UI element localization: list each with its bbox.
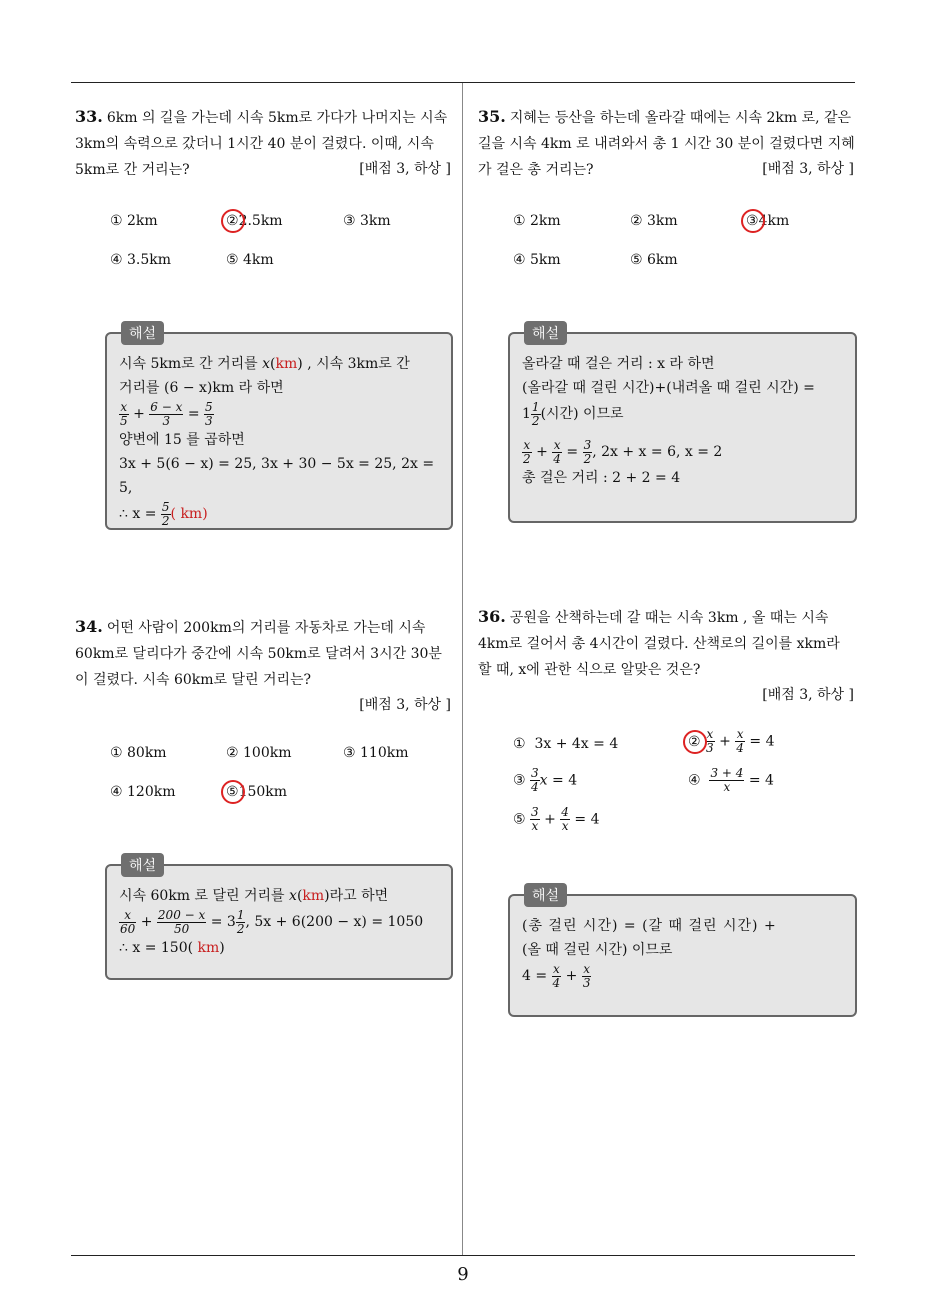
selected-circle: ② <box>688 733 701 750</box>
option-5[interactable]: ⑤ 4km <box>226 252 274 268</box>
solution-box-36 <box>508 888 857 1017</box>
question-number: 35. <box>478 107 506 126</box>
option-4[interactable]: ④ 120km <box>110 784 176 800</box>
solution-body: 올라갈 때 걸은 거리 : x 라 하면 (올라갈 때 걸린 시간)+(내려올 때 걸린 시간) = 1 $\frac{1}{2}$ (시간) 이므로 $\frac{x}{2}$ + $\frac{x}{4}$ = $\frac{3}{2}$ , 2x + x = 6, x = 2 총 걸은 거리 : 2 + 2 = 4 <box>522 356 815 486</box>
question-number: 36. <box>478 607 506 626</box>
solution-tag: 해설 <box>121 321 164 345</box>
option-2[interactable]: ② 100km <box>226 745 292 761</box>
selected-circle: ③ <box>746 213 759 229</box>
option-5[interactable]: ⑤ $\frac{3}{x}$ + $\frac{4}{x}$ = 4 <box>513 805 600 833</box>
question-36 <box>478 604 856 704</box>
option-3[interactable]: ③ 3km <box>343 213 391 229</box>
option-5[interactable]: ⑤ 6km <box>630 252 678 268</box>
question-text: 어떤 사람이 200km의 거리를 자동차로 가는데 시속 60km로 달리다가 중간에 시속 50km로 달려서 3시간 30분이 걸렸다. 시속 60km로 달린 거리는? <box>75 620 442 688</box>
column-divider <box>462 83 463 1255</box>
selected-circle: ⑤ <box>226 784 239 800</box>
option-3[interactable]: ③4km <box>746 213 790 229</box>
score-label: [배점 3, 하상 ] <box>359 161 451 177</box>
question-number: 33. <box>75 107 103 126</box>
solution-body: 시속 5km로 간 거리를 x(km) , 시속 3km로 간 거리를 (6 − x)km 라 하면 $\frac{x}{5}$ + $\frac{6 - x}{3}$ = $\frac{5}{3}$ 양변에 15 를 곱하면 3x + 5(6 − x) = 25, 3x + 30 − 5x = 25, 2x = 5, ∴ x = $\frac{5}{2}$ ( km) <box>119 356 435 528</box>
option-4[interactable]: ④ 3.5km <box>110 252 172 268</box>
question-text: 6km 의 길을 가는데 시속 5km로 가다가 나머지는 시속 3km의 속력으로 갔더니 1시간 40 분이 걸렸다. 이때, 시속 5km로 간 거리는? <box>75 110 448 178</box>
page-number: 9 <box>457 1264 469 1285</box>
solution-tag: 해설 <box>524 883 567 907</box>
solution-box-33 <box>105 326 453 530</box>
top-rule <box>71 82 855 83</box>
question-35 <box>478 104 856 194</box>
option-1[interactable]: ① 80km <box>110 745 167 761</box>
solution-body: (총 걸린 시간) = (갈 때 걸린 시간) + (올 때 걸린 시간) 이므로 4 = $\frac{x}{4}$ + $\frac{x}{3}$ <box>522 918 777 990</box>
question-text: 공원을 산책하는데 갈 때는 시속 3km , 올 때는 시속 4km로 걸어서 총 4시간이 걸렸다. 산책로의 길이를 xkm라 할 때, x에 관한 식으로 알맞은 것은? <box>478 610 840 678</box>
option-1[interactable]: ① 3x + 4x = 4 <box>513 736 619 752</box>
question-34 <box>75 614 453 714</box>
option-3[interactable]: ③ $\frac{3}{4}$ x = 4 <box>513 766 578 794</box>
option-3[interactable]: ③ 110km <box>343 745 409 761</box>
solution-box-34 <box>105 858 453 980</box>
solution-body: 시속 60km 로 달린 거리를 x(km)라고 하면 $\frac{x}{60}$ + $\frac{200 - x}{50}$ = 3 $\frac{1}{2}$ , 5x + 6(200 − x) = 1050 ∴ x = 150( km) <box>119 888 424 956</box>
question-text: 지혜는 등산을 하는데 올라갈 때에는 시속 2km 로, 같은 길을 시속 4km 로 내려와서 총 1 시간 30 분이 걸렸다면 지혜가 걸은 총 거리는? <box>478 110 855 178</box>
solution-tag: 해설 <box>524 321 567 345</box>
option-5[interactable]: ⑤150km <box>226 784 288 800</box>
option-1[interactable]: ① 2km <box>513 213 561 229</box>
selected-circle: ② <box>226 213 239 229</box>
option-2[interactable]: ② 3km <box>630 213 678 229</box>
score-label: [배점 3, 하상 ] <box>762 161 854 177</box>
question-33 <box>75 104 453 194</box>
score-label: [배점 3, 하상 ] <box>359 697 451 713</box>
bottom-rule <box>71 1255 855 1256</box>
option-4[interactable]: ④ 5km <box>513 252 561 268</box>
option-2[interactable]: ②2.5km <box>226 213 283 229</box>
option-4[interactable]: ④ $\frac{3 + 4}{x}$ = 4 <box>688 766 774 794</box>
solution-box-35 <box>508 326 857 523</box>
solution-tag: 해설 <box>121 853 164 877</box>
question-number: 34. <box>75 617 103 636</box>
score-label: [배점 3, 하상 ] <box>762 687 854 703</box>
option-2[interactable]: ② $\frac{x}{3}$ + $\frac{x}{4}$ = 4 <box>688 727 775 755</box>
option-1[interactable]: ① 2km <box>110 213 158 229</box>
